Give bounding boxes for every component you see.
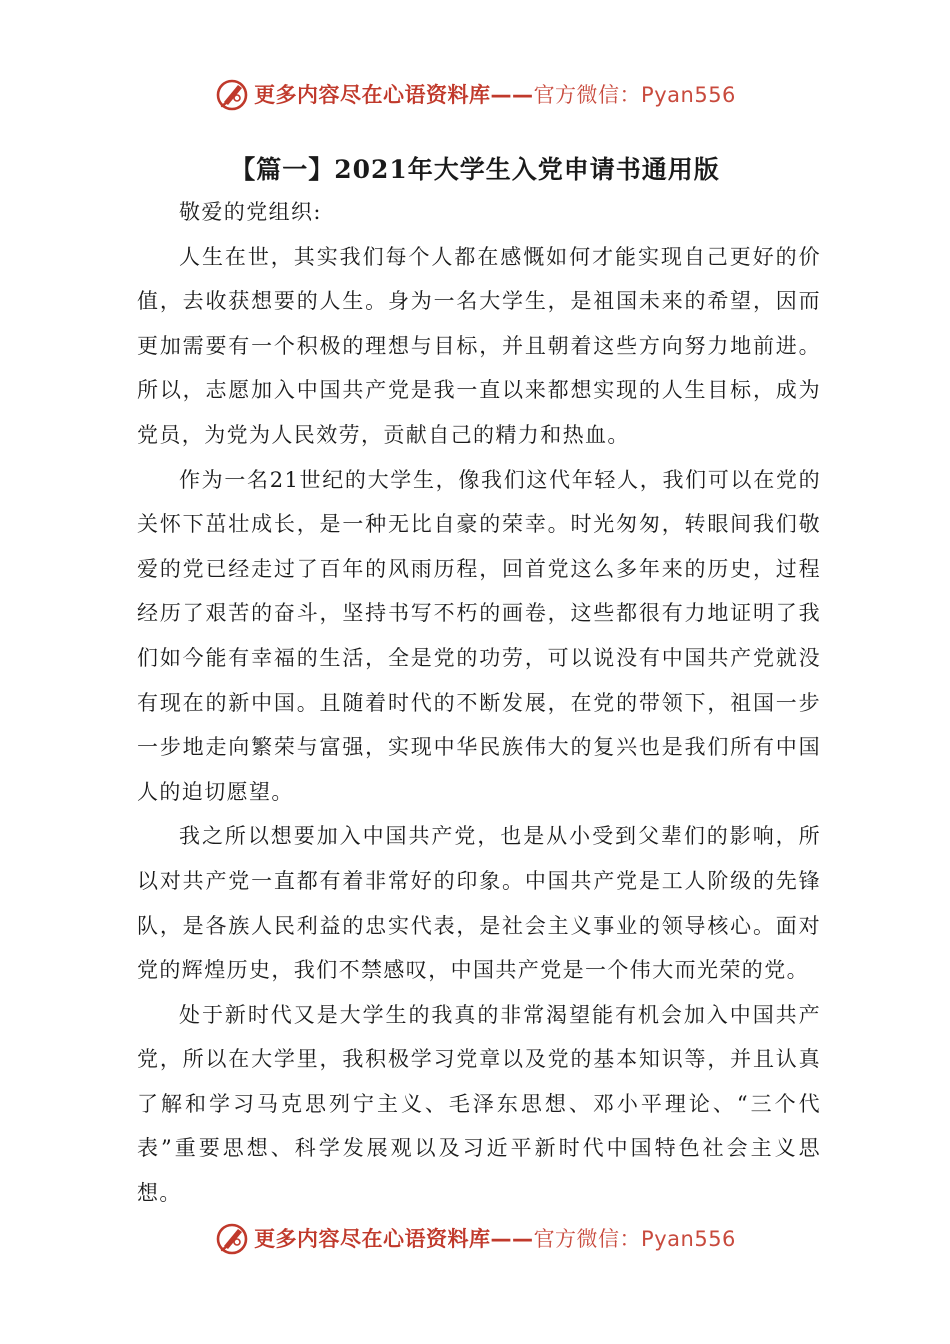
paragraph: 处于新时代又是大学生的我真的非常渴望能有机会加入中国共产党，所以在大学里，我积极学习党章以及党的基本知识等，并且认真了解和学习马克思列宁主义、毛泽东思想、邓小平理论、“三个代表”重要思想、科学发展观以及习近平新时代中国特色社会主义思想。	[137, 1002, 821, 1206]
footer-watermark-banner	[0, 1218, 950, 1258]
paragraph: 人生在世，其实我们每个人都在感慨如何才能实现自己更好的价值，去收获想要的人生。身为一名大学生，是祖国未来的希望，因而更加需要有一个积极的理想与目标，并且朝着这些方向努力地前进。所以，志愿加入中国共产党是我一直以来都想实现的人生目标，成为党员，为党为人民效劳，贡献自己的精力和热血。	[137, 244, 821, 447]
document-body	[137, 190, 821, 1216]
logo-icon	[214, 1220, 250, 1256]
banner-wechat: 官方微信：Pyan556	[533, 1227, 736, 1251]
logo-icon	[214, 76, 250, 112]
banner-wechat: 官方微信：Pyan556	[533, 83, 736, 107]
paragraph: 作为一名21世纪的大学生，像我们这代年轻人，我们可以在党的关怀下茁壮成长，是一种无比自豪的荣幸。时光匆匆，转眼间我们敬爱的党已经走过了百年的风雨历程，回首党这么多年来的历史，过程经历了艰苦的奋斗，坚持书写不朽的画卷，这些都很有力地证明了我们如今能有幸福的生活，全是党的功劳，可以说没有中国共产党就没有现在的新中国。且随着时代的不断发展，在党的带领下，祖国一步一步地走向繁荣与富强，实现中华民族伟大的复兴也是我们所有中国人的迫切愿望。	[137, 467, 821, 804]
banner-text: 更多内容尽在心语资料库——官方微信：Pyan556	[254, 83, 736, 107]
page-title: 【篇一】2021年大学生入党申请书通用版	[230, 155, 720, 184]
paragraph: 我之所以想要加入中国共产党，也是从小受到父辈们的影响，所以对共产党一直都有着非常好的印象。中国共产党是工人阶级的先锋队，是各族人民利益的忠实代表，是社会主义事业的领导核心。面对党的辉煌历史，我们不禁感叹，中国共产党是一个伟大而光荣的党。	[137, 824, 821, 983]
banner-text: 更多内容尽在心语资料库——官方微信：Pyan556	[254, 1227, 736, 1251]
header-watermark-banner	[0, 74, 950, 114]
salutation: 敬爱的党组织:	[179, 200, 322, 224]
